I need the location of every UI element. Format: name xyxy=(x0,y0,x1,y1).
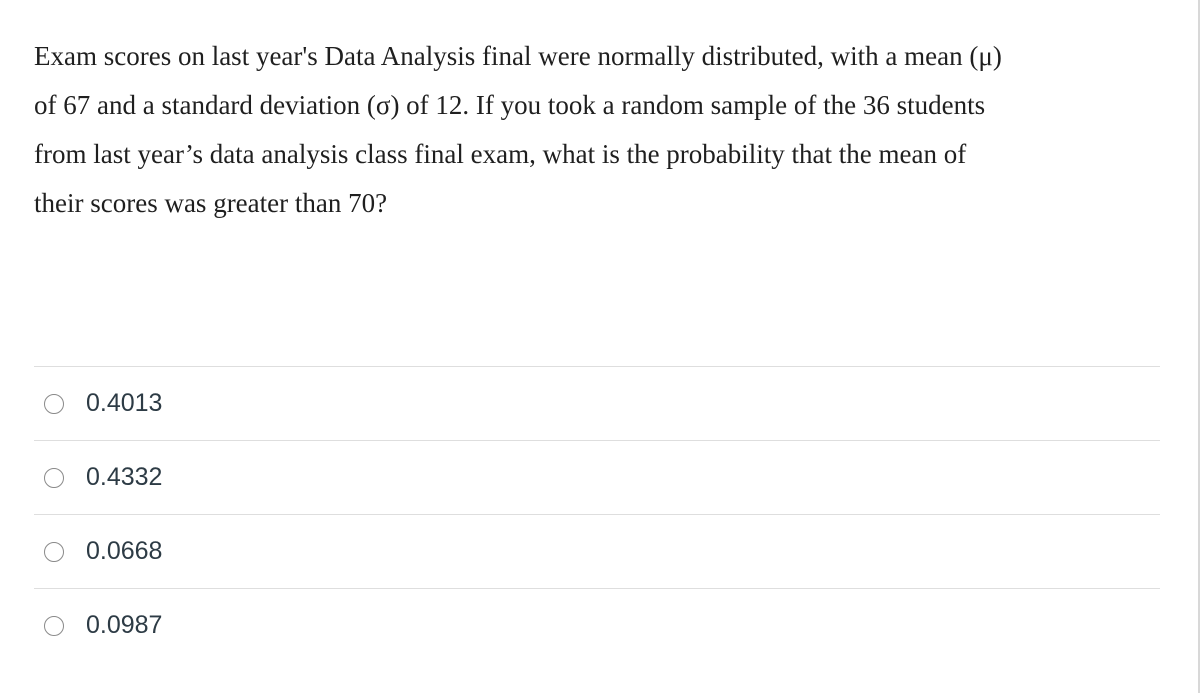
radio-button[interactable] xyxy=(44,542,64,562)
answer-list xyxy=(34,366,1160,662)
answer-label: 0.4013 xyxy=(86,389,163,417)
radio-button[interactable] xyxy=(44,616,64,636)
question-line: their scores was greater than 70? xyxy=(34,188,388,218)
question-line: of 67 and a standard deviation (σ) of 12. If you took a random sample of the 36 students xyxy=(34,90,986,120)
answer-option-4[interactable] xyxy=(34,589,1160,662)
answer-option-1[interactable] xyxy=(34,367,1160,441)
question-text xyxy=(34,32,1164,228)
question-line: from last year’s data analysis class final exam, what is the probability that the mean of xyxy=(34,139,967,169)
answer-label: 0.4332 xyxy=(86,463,163,491)
answer-option-3[interactable] xyxy=(34,515,1160,589)
radio-button[interactable] xyxy=(44,394,64,414)
radio-button[interactable] xyxy=(44,468,64,488)
question-line: Exam scores on last year's Data Analysis final were normally distributed, with a mean (μ) xyxy=(34,41,1002,71)
answer-option-2[interactable] xyxy=(34,441,1160,515)
answer-label: 0.0668 xyxy=(86,537,163,565)
answer-label: 0.0987 xyxy=(86,611,163,639)
